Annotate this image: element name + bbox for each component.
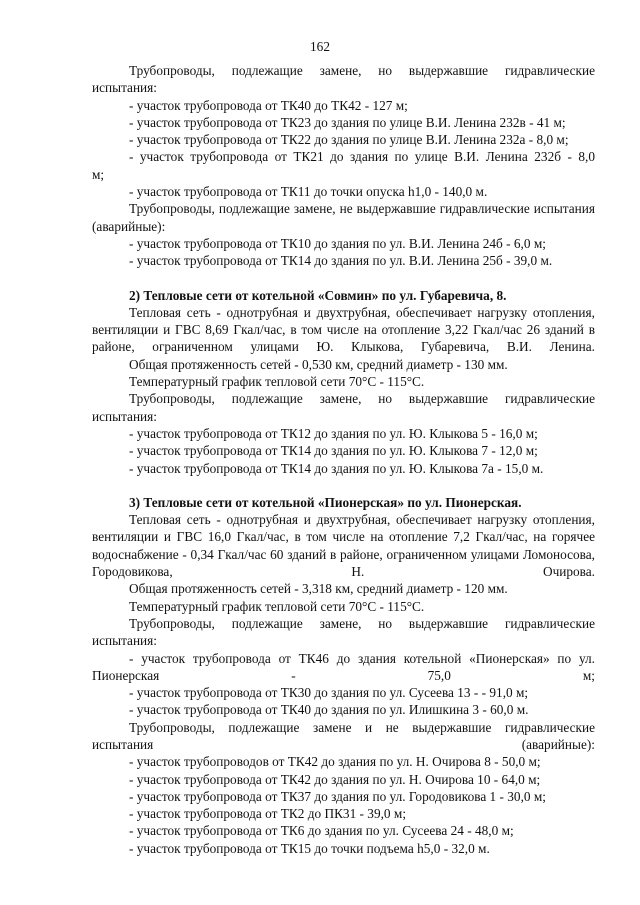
paragraph: Трубопроводы, подлежащие замене, но выдержавшие гидравлические испытания: — [92, 63, 595, 96]
list-item: Общая протяженность сетей - 0,530 км, средний диаметр - 130 мм. — [129, 356, 508, 372]
list-item: - участок трубопровода от ТК14 до здания по ул. Ю. Клыкова 7 - 12,0 м; — [129, 443, 538, 459]
list-item: - участок трубопровода от ТК10 до здания по ул. В.И. Ленина 24б - 6,0 м; — [129, 235, 546, 251]
paragraph: - участок трубопровода от ТК46 до здания котельной «Пионерская» по ул. Пионерская - 75,0 м; — [92, 650, 595, 683]
list-item: Температурный график тепловой сети 70°С - 115°С. — [129, 374, 425, 390]
list-item: - участок трубопровода от ТК12 до здания по ул. Ю. Клыкова 5 - 16,0 м; — [129, 425, 538, 441]
list-item — [92, 148, 595, 183]
list-item: - участок трубопровода от ТК23 до здания по улице В.И. Ленина 232в - 41 м; — [129, 114, 566, 130]
list-item: - участок трубопровода от ТК2 до ПК31 - 39,0 м; — [129, 806, 407, 822]
list-item: - участок трубопровода от ТК22 до здания по улице В.И. Ленина 232а - 8,0 м; — [129, 132, 569, 148]
page-body — [92, 62, 595, 857]
paragraph: Тепловая сеть - однотрубная и двухтрубная, обеспечивает нагрузку отопления, вентиляции и ГВС 16,0 Гкал/час, в том числе на отопление 7,2 Гкал/час, на горячее водоснабжение - 0,34 Гкал/час 60 зданий в районе, ограниченном улицами Ломоносова, Городовикова, Н. Очирова. — [92, 512, 595, 580]
list-item: Температурный график тепловой сети 70°С - 115°С. — [129, 598, 425, 614]
list-item: - участок трубопровода от ТК14 до здания по ул. Ю. Клыкова 7а - 15,0 м. — [129, 460, 544, 476]
page-number: 162 — [310, 39, 330, 54]
list-item: - участок трубопровода от ТК11 до точки опуска h1,0 - 140,0 м. — [129, 184, 488, 200]
list-item: - участок трубопровода от ТК40 до ТК42 - 127 м; — [129, 97, 408, 113]
spacer — [92, 477, 595, 494]
list-item-line: - участок трубопровода от ТК21 до здания по улице В.И. Ленина 232б - 8,0 — [129, 149, 595, 165]
list-item: - участок трубопровода от ТК14 до здания по ул. В.И. Ленина 25б - 39,0 м. — [129, 253, 553, 269]
list-item: - участок трубопровода от ТК30 до здания по ул. Сусеева 13 - - 91,0 м; — [129, 685, 529, 701]
list-item: Общая протяженность сетей - 3,318 км, средний диаметр - 120 мм. — [129, 581, 508, 597]
paragraph: Трубопроводы, подлежащие замене, но выдержавшие гидравлические испытания: — [92, 615, 595, 649]
list-item: - участок трубопровода от ТК42 до здания по ул. Н. Очирова 10 - 64,0 м; — [129, 771, 541, 787]
section-heading: 2) Тепловые сети от котельной «Совмин» по ул. Губаревича, 8. — [129, 287, 507, 303]
paragraph: Трубопроводы, подлежащие замене, не выдержавшие гидравлические испытания (аварийные): — [92, 201, 595, 234]
list-item: - участок трубопровода от ТК37 до здания по ул. Городовикова 1 - 30,0 м; — [129, 788, 546, 804]
list-item: - участок трубопровода от ТК15 до точки подъема h5,0 - 32,0 м. — [129, 840, 490, 856]
list-item: - участок трубопровода от ТК6 до здания по ул. Сусеева 24 - 48,0 м; — [129, 823, 514, 839]
paragraph: Трубопроводы, подлежащие замене, но выдержавшие гидравлические испытания: — [92, 391, 595, 424]
paragraph: Трубопроводы, подлежащие замене и не выдержавшие гидравлические испытания (аварийные): — [92, 719, 595, 752]
spacer — [92, 270, 595, 287]
list-item: - участок трубопровода от ТК40 до здания по ул. Илишкина 3 - 60,0 м. — [129, 702, 529, 718]
paragraph: Тепловая сеть - однотрубная и двухтрубная, обеспечивает нагрузку отопления, вентиляции и ГВС 8,69 Гкал/час, в том числе на отопление 3,22 Гкал/час 26 зданий в районе, ограниченном улицами Ю. Клыкова, Губаревича, В.И. Ленина. — [92, 304, 595, 355]
section-heading: 3) Тепловые сети от котельной «Пионерская» по ул. Пионерская. — [129, 494, 522, 510]
list-item: - участок трубопроводов от ТК42 до здания по ул. Н. Очирова 8 - 50,0 м; — [129, 754, 541, 770]
list-item-continuation: м; — [92, 166, 105, 182]
